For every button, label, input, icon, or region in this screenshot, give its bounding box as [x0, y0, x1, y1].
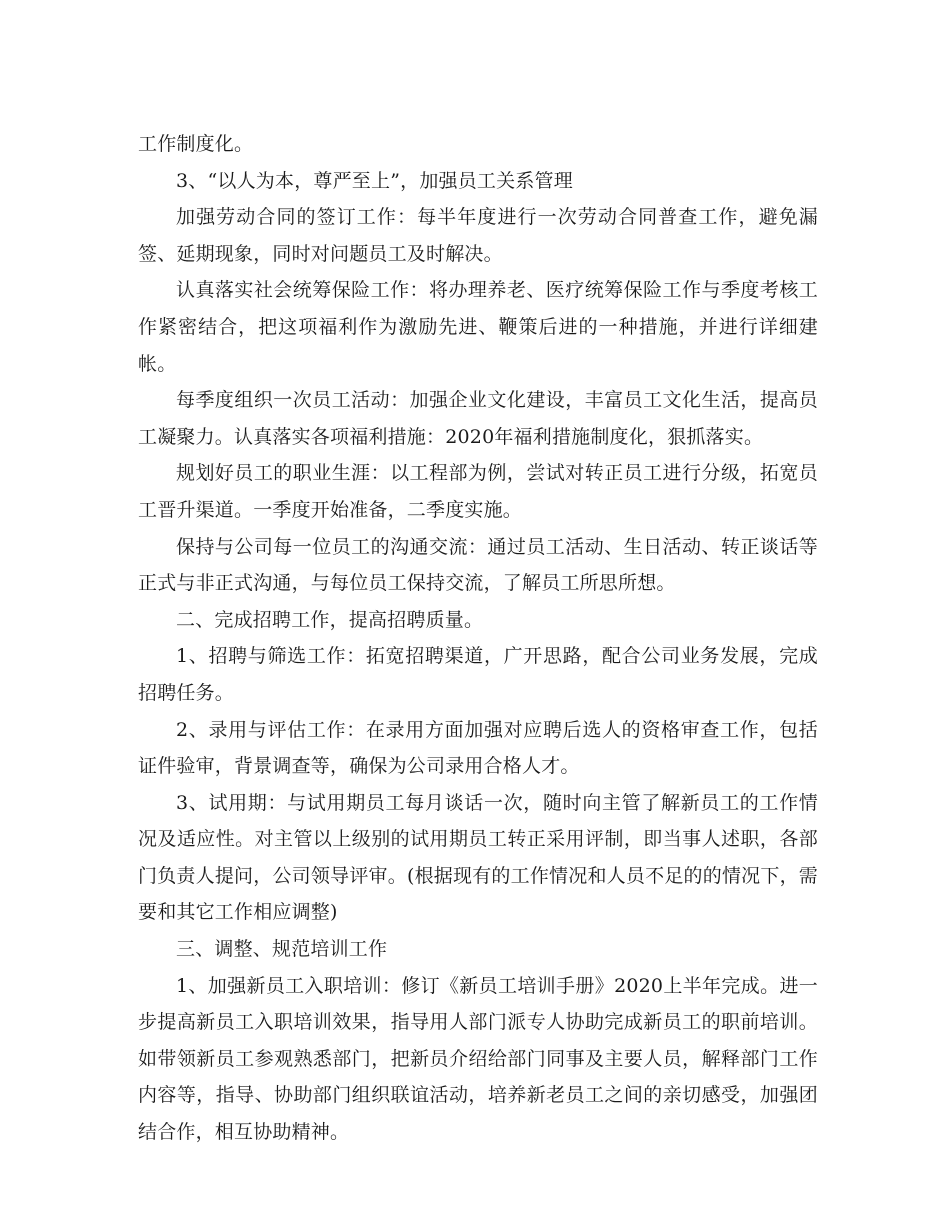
- document-body: [138, 126, 818, 1151]
- paragraph-hiring-evaluation: 2、录用与评估工作：在录用方面加强对应聘后选人的资格审查工作，包括证件验审，背景调查等，确保为公司录用合格人才。: [138, 718, 818, 778]
- paragraph-recruitment-screening: 1、招聘与筛选工作：拓宽招聘渠道，广开思路，配合公司业务发展，完成招聘任务。: [138, 645, 818, 704]
- paragraph-work-institutionalized: 工作制度化。: [138, 133, 254, 155]
- paragraph-quarterly-activities: 每季度组织一次员工活动：加强企业文化建设，丰富员工文化生活，提高员工凝聚力。认真落实各项福利措施：2020年福利措施制度化，狠抓落实。: [138, 389, 818, 448]
- paragraph-social-insurance: 认真落实社会统筹保险工作：将办理养老、医疗统筹保险工作与季度考核工作紧密结合，把这项福利作为激励先进、鞭策后进的一种措施，并进行详细建帐。: [138, 279, 818, 375]
- heading-recruitment: 二、完成招聘工作，提高招聘质量。: [176, 608, 484, 631]
- heading-training: 三、调整、规范培训工作: [176, 938, 388, 961]
- paragraph-onboarding-training: 1、加强新员工入职培训：修订《新员工培训手册》2020上半年完成。进一步提高新员工入职培训效果，指导用人部门派专人协助完成新员工的职前培训。如带领新员工参观熟悉部门，把新员介绍给部门同事及主要人员，解释部门工作内容等，指导、协助部门组织联谊活动，培养新老员工之间的亲切感受，加强团结合作，相互协助精神。: [138, 974, 818, 1144]
- paragraph-probation: 3、试用期：与试用期员工每月谈话一次，随时向主管了解新员工的工作情况及适应性。对主管以上级别的试用期员工转正采用评制，即当事人述职，各部门负责人提问，公司领导评审。(根据现有的工作情况和人员不足的的情况下，需要和其它工作相应调整): [138, 791, 818, 924]
- heading-employee-relations: 3、“以人为本，尊严至上”，加强员工关系管理: [176, 169, 573, 192]
- paragraph-communication: 保持与公司每一位员工的沟通交流：通过员工活动、生日活动、转正谈话等正式与非正式沟通，与每位员工保持交流，了解员工所思所想。: [138, 535, 818, 595]
- paragraph-career-planning: 规划好员工的职业生涯：以工程部为例，尝试对转正员工进行分级，拓宽员工晋升渠道。一季度开始准备，二季度实施。: [138, 462, 818, 521]
- paragraph-labor-contracts: 加强劳动合同的签订工作：每半年度进行一次劳动合同普查工作，避免漏签、延期现象，同时对问题员工及时解决。: [138, 206, 818, 265]
